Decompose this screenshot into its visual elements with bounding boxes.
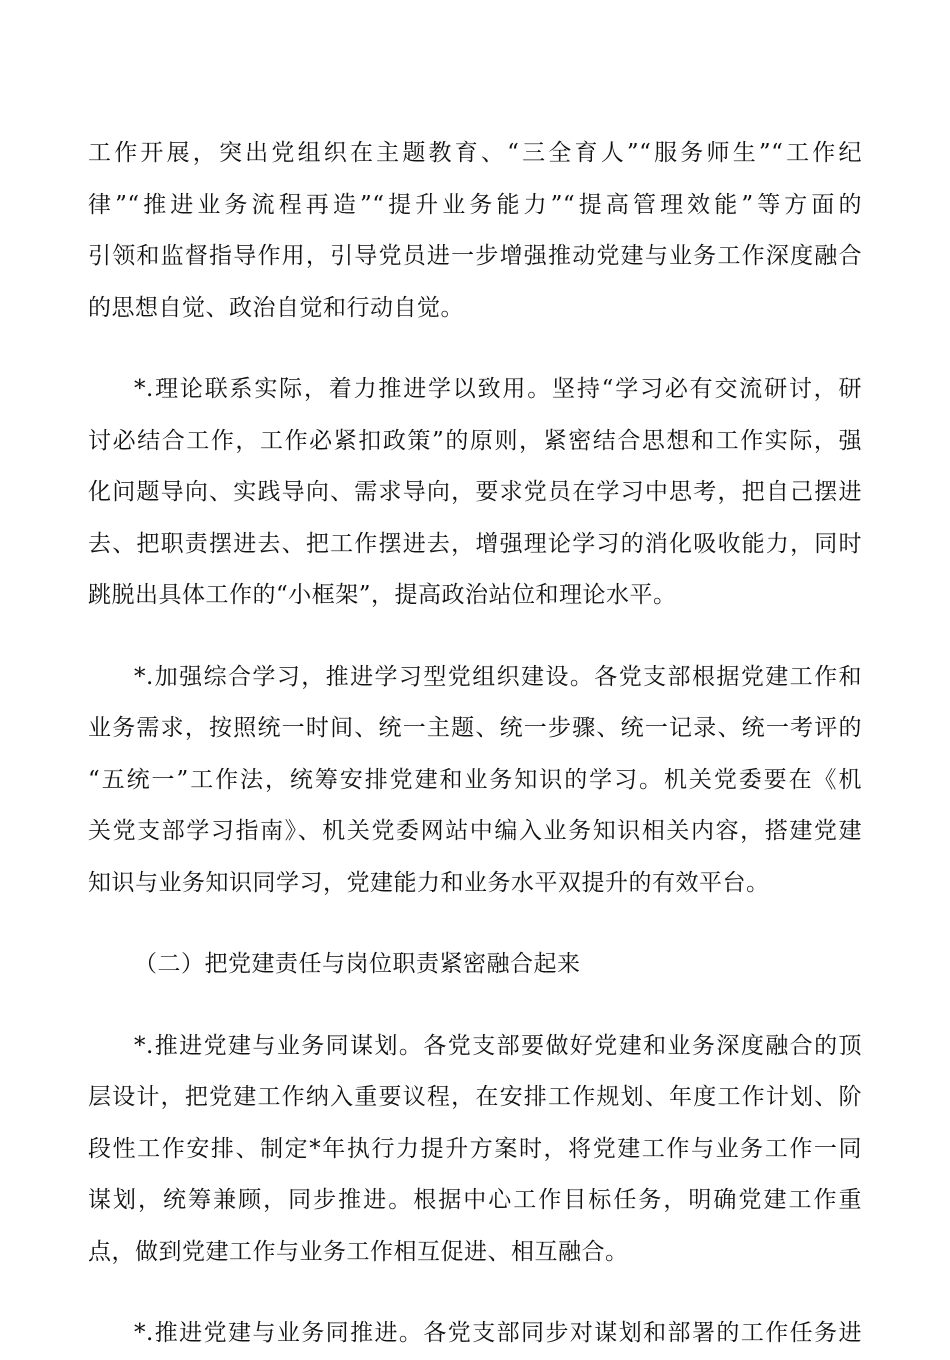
text-line: 律”“推进业务流程再造”“提升业务能力”“提高管理效能”等方面的: [88, 191, 862, 218]
text-line: 段性工作安排、制定*年执行力提升方案时，将党建工作与业务工作一同: [88, 1135, 862, 1162]
section-title: （二）把党建责任与岗位职责紧密融合起来: [134, 951, 581, 977]
paragraph-1: [88, 128, 862, 334]
body-text: [88, 128, 862, 1360]
text-line: 知识与业务知识同学习，党建能力和业务水平双提升的有效平台。: [88, 869, 770, 896]
text-line: 化问题导向、实践导向、需求导向，要求党员在学习中思考，把自己摆进: [88, 479, 862, 505]
text-line: *.推进党建与业务同谋划。各党支部要做好党建和业务深度融合的顶: [134, 1032, 862, 1059]
text-line: 的思想自觉、政治自觉和行动自觉。: [88, 294, 464, 321]
text-line: 关党支部学习指南》、机关党委网站中编入业务知识相关内容，搭建党建: [88, 818, 862, 844]
section-heading: [88, 939, 862, 991]
text-line: 谋划，统筹兼顾，同步推进。根据中心工作目标任务，明确党建工作重: [88, 1187, 862, 1213]
paragraph-3: [88, 652, 862, 910]
text-line: *.推进党建与业务同推进。各党支部同步对谋划和部署的工作任务进: [134, 1320, 862, 1346]
text-line: 层设计，把党建工作纳入重要议程，在安排工作规划、年度工作计划、阶: [88, 1084, 862, 1110]
text-line: 业务需求，按照统一时间、统一主题、统一步骤、统一记录、统一考评的: [88, 715, 862, 741]
text-line: 点，做到党建工作与业务工作相互促进、相互融合。: [88, 1238, 629, 1265]
text-line: 跳脱出具体工作的“小框架”，提高政治站位和理论水平。: [88, 582, 677, 608]
text-line: *.加强综合学习，推进学习型党组织建设。各党支部根据党建工作和: [134, 663, 862, 690]
text-line: “五统一”工作法，统筹安排党建和业务知识的学习。机关党委要在《机: [88, 766, 862, 793]
text-line: 讨必结合工作，工作必紧扣政策”的原则，紧密结合思想和工作实际，强: [88, 427, 862, 454]
text-line: 去、把职责摆进去、把工作摆进去，增强理论学习的消化吸收能力，同时: [88, 530, 862, 557]
text-line: *.理论联系实际，着力推进学以致用。坚持“学习必有交流研讨，研: [134, 376, 862, 402]
text-line: 工作开展，突出党组织在主题教育、“三全育人”“服务师生”“工作纪: [88, 140, 862, 166]
paragraph-2: [88, 364, 862, 622]
paragraph-5: [88, 1308, 862, 1360]
paragraph-4: [88, 1021, 862, 1279]
text-line: 引领和监督指导作用，引导党员进一步增强推动党建与业务工作深度融合: [88, 243, 862, 269]
